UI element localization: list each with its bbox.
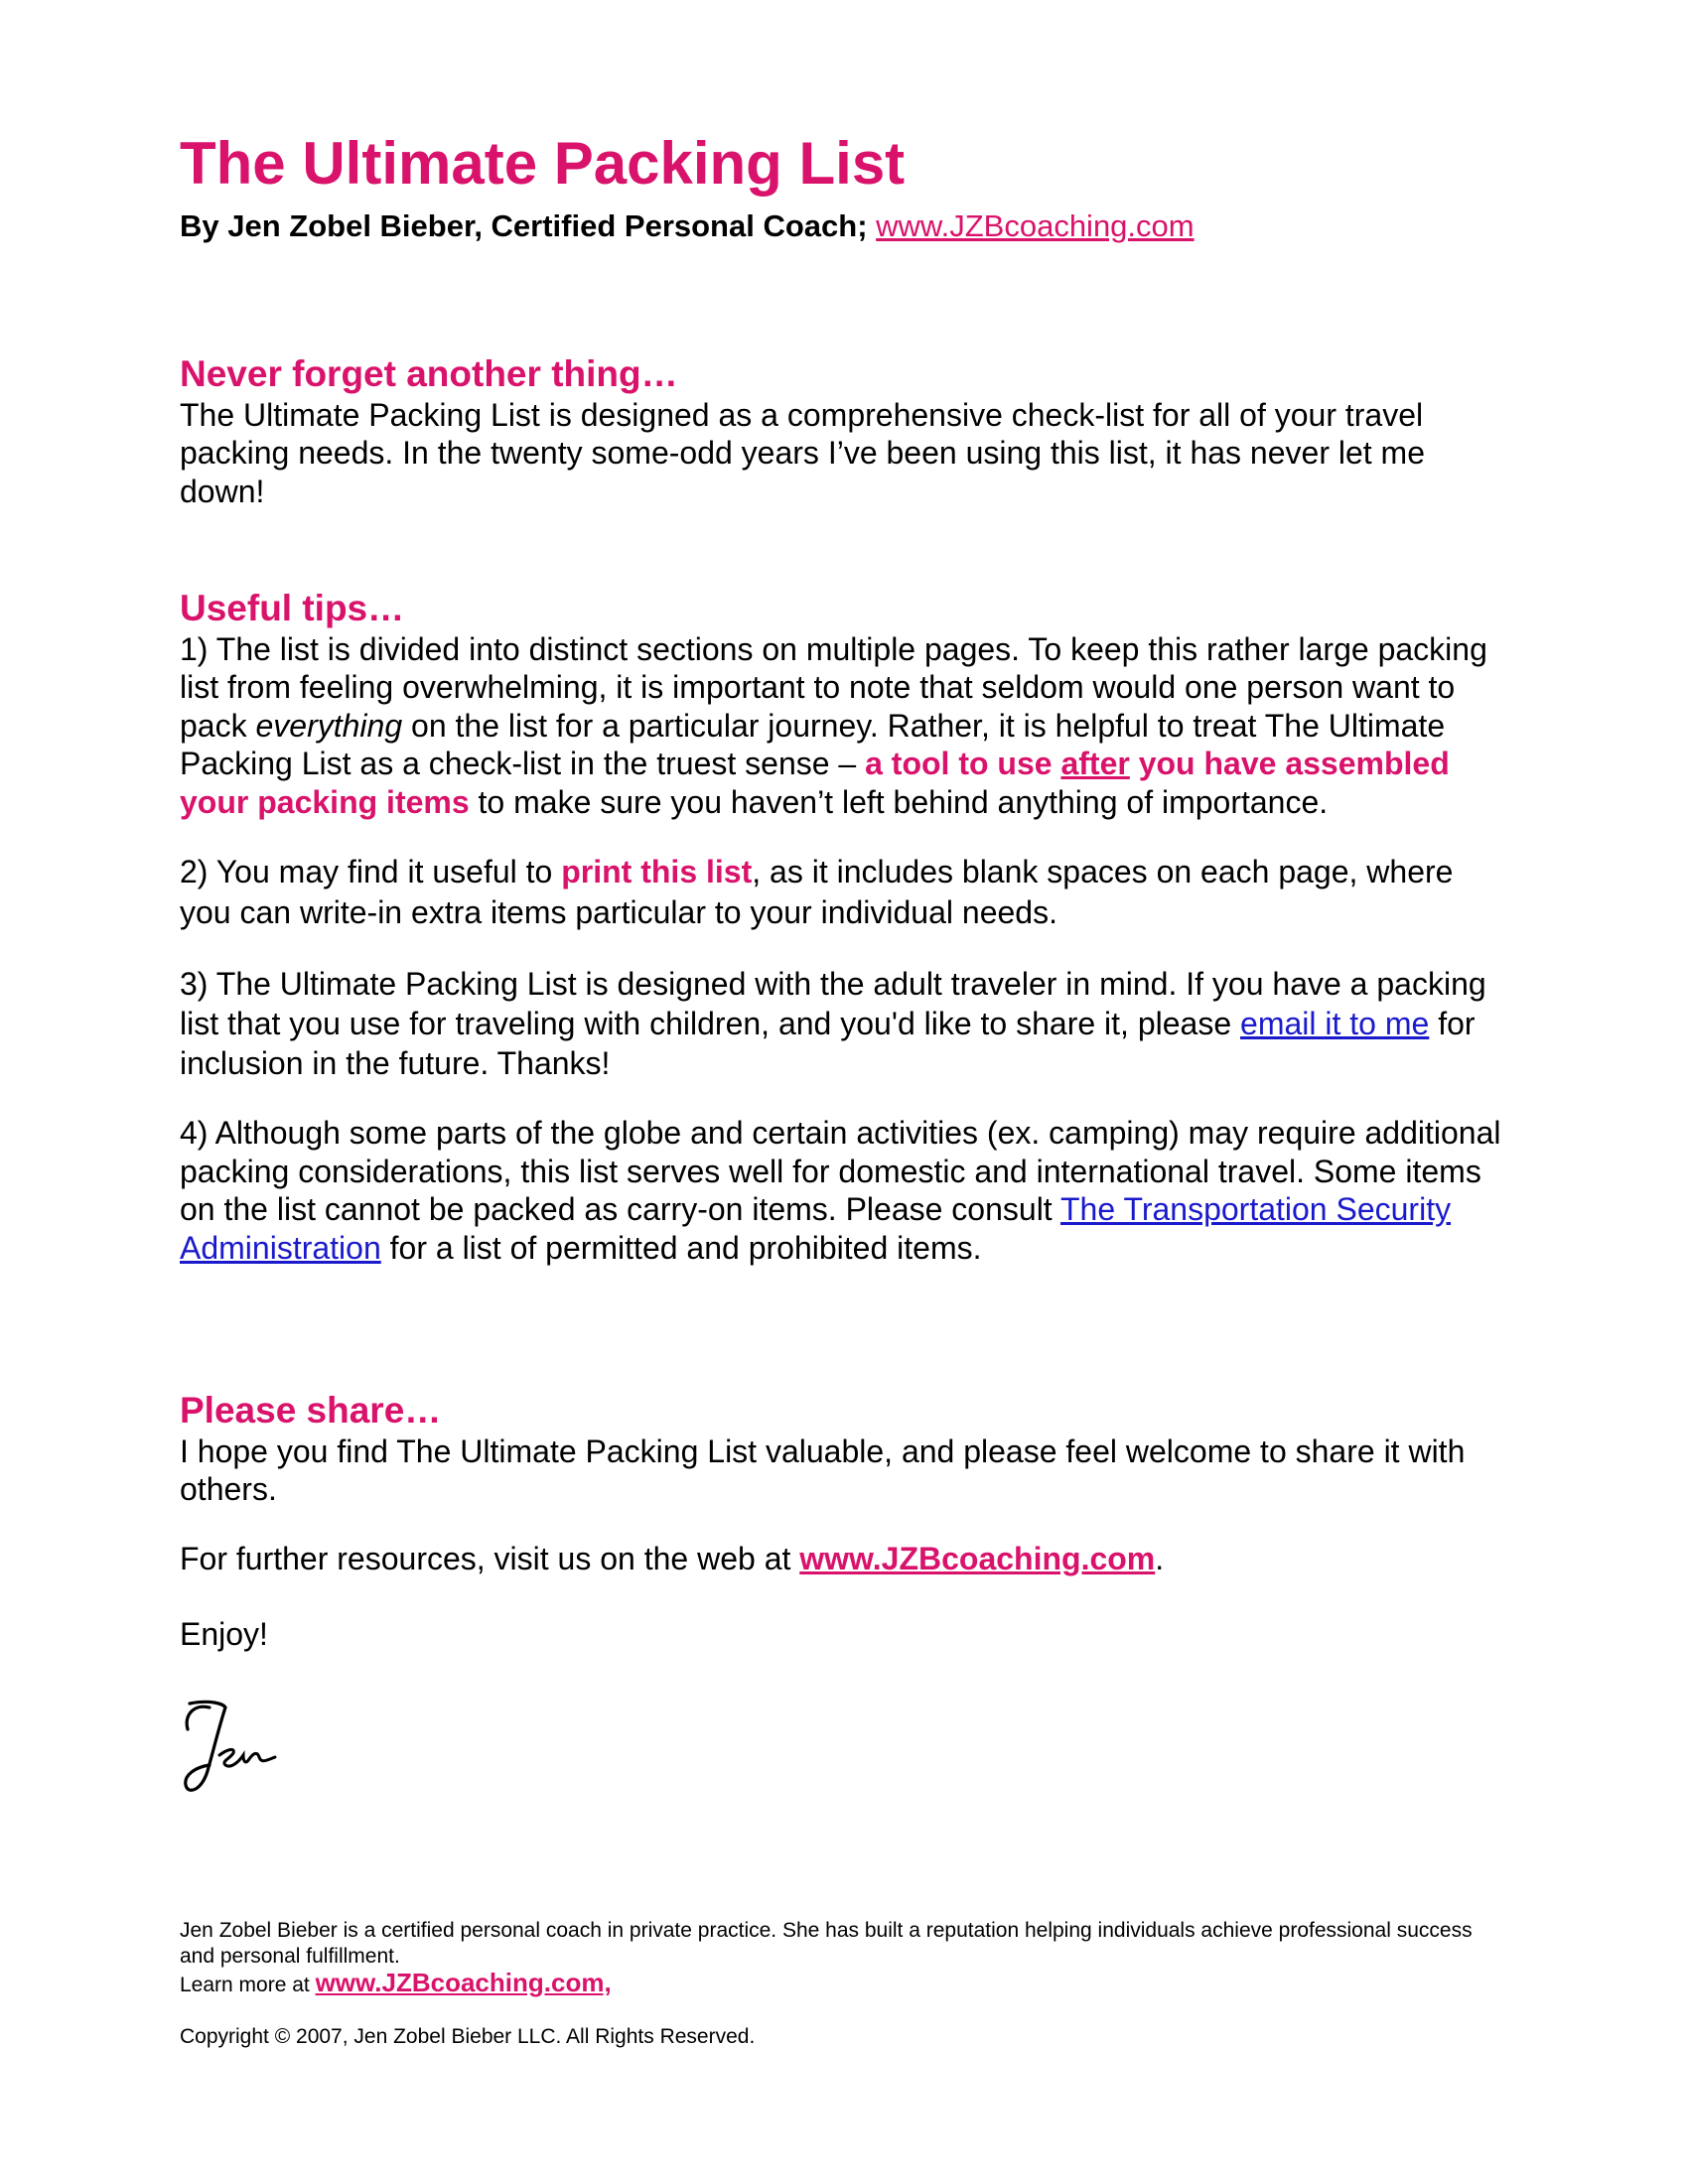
resources-website-link[interactable]: www.JZBcoaching.com: [799, 1540, 1156, 1576]
tip-2-text-b: , as it includes blank spaces on each page, where you can write-in extra items particular to your individual needs.: [180, 854, 1454, 931]
tip-3-text-b: for inclusion in the future. Thanks!: [180, 1006, 1476, 1082]
tip-1-emphasis: everything: [255, 707, 403, 744]
tip-1-highlight-a: a tool to use: [865, 746, 1061, 782]
byline-website-link[interactable]: www.JZBcoaching.com: [876, 208, 1195, 243]
tip-4-text-b: for a list of permitted and prohibited items.: [380, 1229, 982, 1266]
resources-text-a: For further resources, visit us on the web at: [180, 1540, 800, 1576]
tips-heading: Useful tips…: [180, 588, 405, 628]
intro-heading: Never forget another thing…: [180, 353, 678, 394]
footer-learn-text: Learn more at: [180, 1974, 316, 1996]
share-section: [180, 1390, 1510, 1654]
page-title: The Ultimate Packing List: [180, 130, 906, 197]
tip-2: [180, 852, 1510, 933]
tip-3-text-a: 3) The Ultimate Packing List is designed with the adult traveler in mind. If you have a packing list that you use for traveling with children, and you'd like to share it, please: [180, 966, 1486, 1042]
footer-website-link[interactable]: www.JZBcoaching.com,: [315, 1968, 612, 1997]
tip-4: [180, 1114, 1510, 1267]
intro-paragraph: The Ultimate Packing List is designed as a comprehensive check-list for all of your travel packing needs. In the twenty some-odd years I’ve been using this list, it has never let me down!: [180, 396, 1425, 509]
share-heading: Please share…: [180, 1390, 442, 1431]
resources-paragraph: [180, 1540, 1510, 1578]
tip-1-text-b: on the list for a particular journey. Rather, it is helpful to treat The Ultimate Packing List as a check-list in the truest sense –: [180, 707, 1446, 782]
footer: [180, 1918, 1510, 1998]
share-paragraph: I hope you find The Ultimate Packing List valuable, and please feel welcome to share it with others.: [180, 1433, 1466, 1508]
tip-1-highlight-b: you have assembled your packing items: [180, 746, 1450, 820]
tip-2-highlight: print this list: [561, 854, 753, 890]
tip-2-text-a: 2) You may find it useful to: [180, 854, 562, 890]
tips-section: [180, 588, 1510, 1267]
tip-1-text-a: 1) The list is divided into distinct sections on multiple pages. To keep this rather large packing list from feeling overwhelming, it is important to note that seldom would one person want to pack: [180, 630, 1487, 744]
email-link[interactable]: email it to me: [1240, 1006, 1430, 1042]
resources-text-b: .: [1155, 1540, 1165, 1576]
tip-1: [180, 630, 1510, 822]
signature-image: [180, 1696, 289, 1808]
tsa-link[interactable]: The Transportation Security Administration: [180, 1191, 1452, 1266]
footer-bio: Jen Zobel Bieber is a certified personal coach in private practice. She has built a reputation helping individuals achieve professional success and personal fulfillment.: [180, 1919, 1473, 1968]
byline: [180, 208, 1195, 244]
copyright-notice: Copyright © 2007, Jen Zobel Bieber LLC. All Rights Reserved.: [180, 2025, 756, 2048]
tip-1-after-link[interactable]: after: [1060, 746, 1130, 782]
tip-3: [180, 964, 1510, 1083]
tip-1-text-c: to make sure you haven’t left behind anything of importance.: [469, 783, 1329, 820]
footer-learn-more: [180, 1970, 1510, 1998]
tip-4-text-a: 4) Although some parts of the globe and certain activities (ex. camping) may require additional packing considerations, this list serves well for domestic and international travel. Some items on the list cannot be packed as carry-on items. Please consult: [180, 1115, 1501, 1228]
intro-section: [180, 353, 1510, 510]
enjoy-text: Enjoy!: [180, 1616, 268, 1653]
byline-text: By Jen Zobel Bieber, Certified Personal Coach;: [180, 208, 868, 243]
